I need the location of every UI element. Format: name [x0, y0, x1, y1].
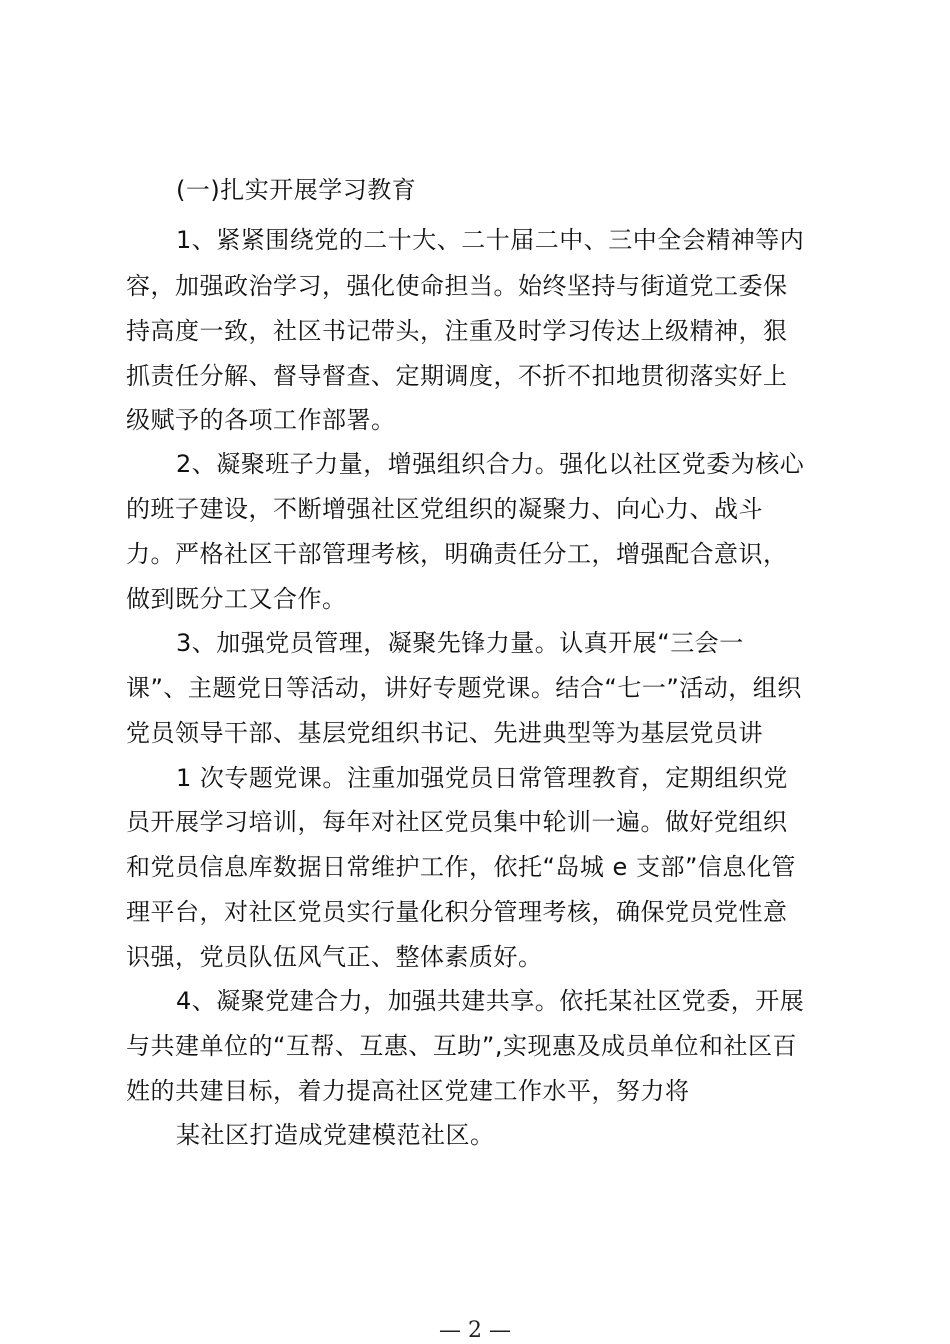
- paragraph-line: 姓的共建目标，着力提高社区党建工作水平，努力将: [126, 1077, 690, 1105]
- paragraph-line: 与共建单位的“互帮、互惠、互助”,实现惠及成员单位和社区百: [126, 1032, 797, 1060]
- paragraph-line: 1、紧紧围绕党的二十大、二十届二中、三中全会精神等内: [176, 226, 805, 254]
- paragraph-line: 级赋予的各项工作部署。: [126, 406, 396, 434]
- paragraph-line: 课”、主题党日等活动，讲好专题党课。结合“七一”活动，组织: [126, 674, 802, 702]
- paragraph-line: 抓责任分解、督导督查、定期调度，不折不扣地贯彻落实好上: [126, 362, 788, 390]
- paragraph-line: 的班子建设，不断增强社区党组织的凝聚力、向心力、战斗: [126, 495, 763, 523]
- paragraph-line: 持高度一致，社区书记带头，注重及时学习传达上级精神，狠: [126, 317, 788, 345]
- paragraph-line: 某社区打造成党建模范社区。: [176, 1121, 495, 1149]
- paragraph-line: 识强，党员队伍风气正、整体素质好。: [126, 943, 543, 971]
- paragraph-line: 党员领导干部、基层党组织书记、先进典型等为基层党员讲: [126, 719, 763, 747]
- page-number: — 2 —: [439, 1318, 511, 1343]
- paragraph-line: 1 次专题党课。注重加强党员日常管理教育，定期组织党: [176, 764, 788, 792]
- paragraph-line: 理平台，对社区党员实行量化积分管理考核，确保党员党性意: [126, 898, 788, 926]
- paragraph-line: 和党员信息库数据日常维护工作，依托“岛城 e 支部”信息化管: [126, 853, 796, 881]
- paragraph-line: 容，加强政治学习，强化使命担当。始终坚持与街道党工委保: [126, 272, 788, 300]
- paragraph-line: 2、凝聚班子力量，增强组织合力。强化以社区党委为核心: [176, 450, 805, 478]
- paragraph-line: 做到既分工又合作。: [126, 585, 347, 613]
- paragraph-line: 员开展学习培训，每年对社区党员集中轮训一遍。做好党组织: [126, 808, 788, 836]
- section-heading: (一)扎实开展学习教育: [176, 176, 417, 204]
- paragraph-line: 4、凝聚党建合力，加强共建共享。依托某社区党委，开展: [176, 987, 805, 1015]
- paragraph-line: 力。严格社区干部管理考核，明确责任分工，增强配合意识，: [126, 540, 788, 568]
- paragraph-line: 3、加强党员管理，凝聚先锋力量。认真开展“三会一: [176, 629, 744, 657]
